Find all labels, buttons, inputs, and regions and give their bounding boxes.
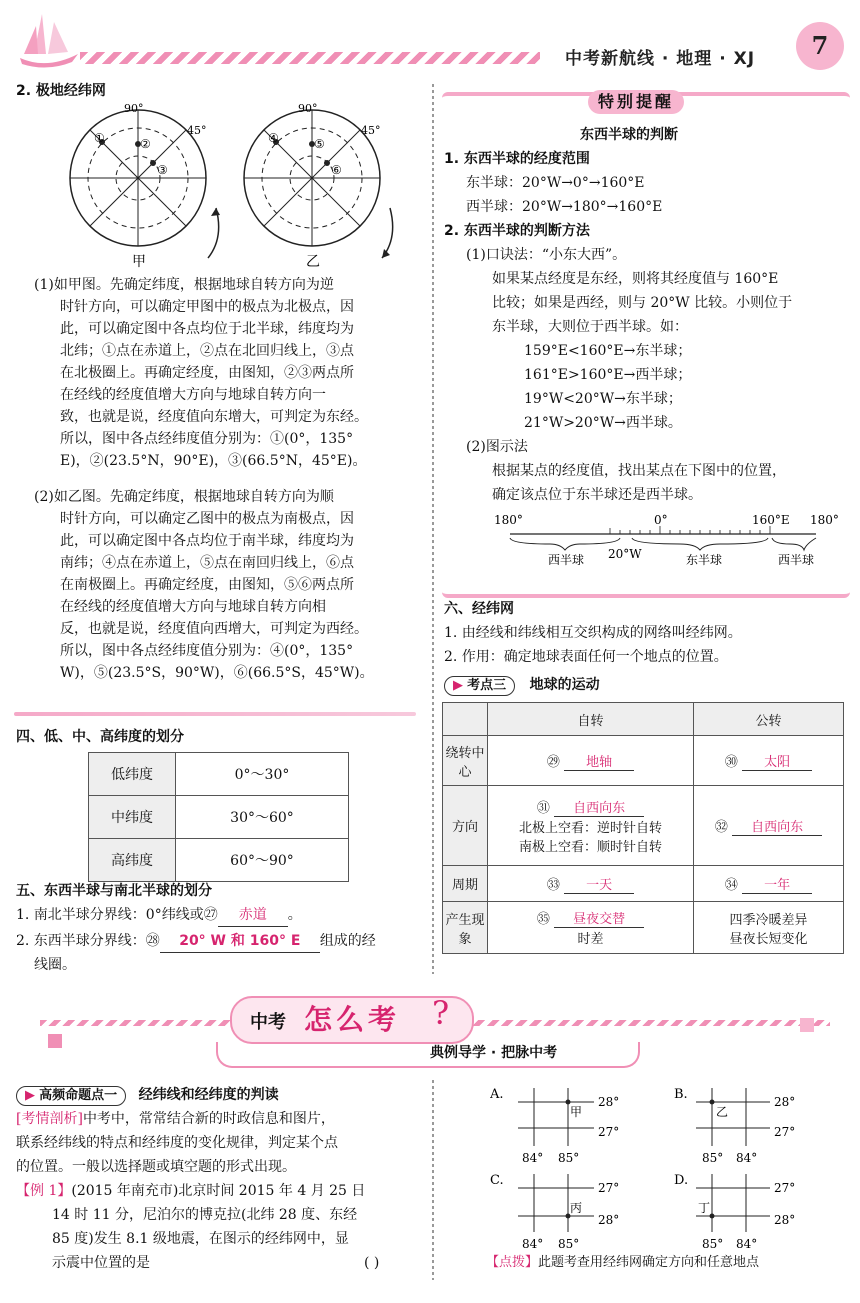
table-cell: ㉟ 昼夜交替 时差 xyxy=(488,902,694,954)
answer-blank: 昼夜交替 xyxy=(554,908,644,928)
s5-item-2: 2. 东西半球分界线：㉘ 20° W 和 160° E 组成的经 xyxy=(16,930,376,953)
tips-subtitle: 东西半球的判断 xyxy=(580,127,678,143)
table-cell: ㉛ 自西向东 北极上空看：逆时针自转 南极上空看：顺时针自转 xyxy=(488,786,694,866)
jia-label: 甲 xyxy=(132,254,146,270)
option-c-lat-top: 27° xyxy=(598,1181,620,1195)
p2-line: 南纬；④点在赤道上，⑤点在南回归线上，⑥点 xyxy=(60,555,354,571)
answer-blank: 一年 xyxy=(742,874,812,894)
section-6-title: 六、经纬网 xyxy=(444,601,514,617)
table-cell: 产生现象 xyxy=(443,902,488,954)
answer-blank: 地轴 xyxy=(564,751,634,771)
option-c-lon-l: 84° xyxy=(522,1237,544,1251)
p1-line: E)，②(23.5°N，90°E)，③(66.5°N，45°E)。 xyxy=(60,453,367,469)
banner-title-box: 中考 怎么考 ? xyxy=(230,996,474,1044)
example-line-3: 85 度)发生 8.1 级地震，在图示的经纬网中，显 xyxy=(52,1231,349,1247)
section-4-title: 四、低、中、高纬度的划分 xyxy=(16,729,184,745)
header-stripe xyxy=(80,52,540,64)
s6-item-2: 2. 作用：确定地球表面任何一个地点的位置。 xyxy=(444,649,728,665)
tips-line: 2. 东西半球的判断方法 xyxy=(444,223,590,239)
tips-line: 确定该点位于东半球还是西半球。 xyxy=(492,487,702,503)
axis-20w: 20°W xyxy=(608,547,642,561)
section-2-title: 2. 极地经纬网 xyxy=(16,83,106,99)
tips-title: 特别提醒 xyxy=(588,90,684,114)
p1-line: 致，也就是说，经度值向东增大，可判定为东经。 xyxy=(60,409,368,425)
tips-line: 西半球：20°W→180°→160°E xyxy=(466,199,663,215)
jia-side-label: 45° xyxy=(187,124,207,137)
option-a-label: A. xyxy=(490,1087,504,1102)
latitude-table xyxy=(88,752,349,882)
table-cell: 低纬度 xyxy=(89,753,176,796)
left-separator xyxy=(14,712,416,716)
table-cell: ㉙ 地轴 xyxy=(488,736,694,786)
option-b-lat-top: 28° xyxy=(774,1095,796,1109)
table-row xyxy=(89,796,349,839)
table-row xyxy=(89,753,349,796)
banner-sub-box xyxy=(216,1042,640,1068)
p2-line: 所以，图中各点经纬度值分别为：④(0°，135° xyxy=(60,643,354,659)
table-row xyxy=(89,839,349,882)
option-a-lon-r: 85° xyxy=(558,1151,580,1165)
yi-label: 乙 xyxy=(306,254,320,270)
analysis-line-2: 联系经纬线的特点和经纬度的变化规律，判定某个点 xyxy=(16,1135,338,1151)
banner-square xyxy=(48,1034,62,1048)
jia-point-1: ① xyxy=(94,131,105,145)
jia-top-label: 90° xyxy=(124,102,144,115)
table-cell: ㉜ 自西向东 xyxy=(694,786,844,866)
p1-line: 在北极圈上。再确定经度，由图知，②③两点所 xyxy=(60,365,354,381)
s5-item-2-line2: 线圈。 xyxy=(34,957,76,973)
p2-line: 反，也就是说，经度值向西增大，可判定为西经。 xyxy=(60,621,368,637)
axis-0: 0° xyxy=(654,513,668,527)
page-header xyxy=(0,0,860,80)
banner-square xyxy=(800,1018,814,1032)
p1-line: 在经线的经度值增大方向与地球自转方向一 xyxy=(60,387,326,403)
option-d-lat-top: 27° xyxy=(774,1181,796,1195)
example-line-4: 示震中位置的是 xyxy=(52,1255,150,1271)
analysis-line-3: 的位置。一般以选择题或填空题的形式出现。 xyxy=(16,1159,296,1175)
polar-grid-diagrams xyxy=(60,100,430,270)
tips-line: 1. 东西半球的经度范围 xyxy=(444,151,590,167)
option-d-mark: 丁 xyxy=(698,1201,711,1215)
table-header: 自转 xyxy=(488,703,694,736)
kaodian-title: 地球的运动 xyxy=(529,677,600,693)
axis-160e: 160°E xyxy=(752,513,790,527)
option-a-lon-l: 84° xyxy=(522,1151,544,1165)
table-cell: 绕转中心 xyxy=(443,736,488,786)
table-cell: 60°～90° xyxy=(176,839,349,882)
option-d-lon-r: 84° xyxy=(736,1237,758,1251)
tips-line: (1)口诀法：“小东大西”。 xyxy=(466,247,627,263)
p2-line: 在经线的经度值增大方向与地球自转方向相 xyxy=(60,599,326,615)
column-divider xyxy=(432,1080,434,1280)
yi-point-4: ④ xyxy=(268,131,279,145)
option-a-lat-bot: 27° xyxy=(598,1125,620,1139)
p1-line: 此，可以确定图中各点均位于北半球，纬度均为 xyxy=(60,321,354,337)
tips-line: (2)图示法 xyxy=(466,439,528,455)
option-c-lon-r: 85° xyxy=(558,1237,580,1251)
table-header: 公转 xyxy=(694,703,844,736)
section-5-title: 五、东西半球与南北半球的划分 xyxy=(16,883,212,899)
section-banner xyxy=(40,990,830,1070)
p2-line: W)，⑤(23.5°S，90°W)，⑥(66.5°S，45°W)。 xyxy=(60,665,374,681)
tips-line: 东半球，大则位于西半球。如： xyxy=(492,319,688,335)
tips-line: 如果某点经度是东经，则将其经度值与 160°E xyxy=(492,271,779,287)
hf-heading xyxy=(16,1084,279,1106)
tips-line: 根据某点的经度值，找出某点在下图中的位置， xyxy=(492,463,786,479)
answer-blank: 自西向东 xyxy=(732,816,822,836)
s6-item-1: 1. 由经线和纬线相互交织构成的网络叫经纬网。 xyxy=(444,625,742,641)
page-number: 7 xyxy=(796,22,844,70)
table-cell: 高纬度 xyxy=(89,839,176,882)
yi-point-5: ⑤ xyxy=(314,137,325,151)
p1-line: 北纬；①点在赤道上，②点在北回归线上，③点 xyxy=(60,343,354,359)
table-cell: 30°～60° xyxy=(176,796,349,839)
p1-line: (1)如甲图。先确定纬度，根据地球自转方向为逆 xyxy=(34,277,334,293)
p2-line: 此，可以确定图中各点均位于南半球，纬度均为 xyxy=(60,533,354,549)
axis-180-right: 180° xyxy=(810,513,839,527)
table-cell: ㉚ 太阳 xyxy=(694,736,844,786)
yi-side-label: 45° xyxy=(361,124,381,137)
answer-blank: 一天 xyxy=(564,874,634,894)
p1-line: 所以，图中各点经纬度值分别为：①(0°，135° xyxy=(60,431,354,447)
hemisphere-axis-diagram xyxy=(490,512,840,572)
jia-point-2: ② xyxy=(140,137,151,151)
header-title: 中考新航线 · 地理 · XJ xyxy=(565,49,756,69)
answer-blank: 20° W 和 160° E xyxy=(160,930,320,953)
p2-line: 时针方向，可以确定乙图中的极点为南极点，因 xyxy=(60,511,354,527)
analysis-line-1: [考情剖析]中考中，常常结合新的时政信息和图片， xyxy=(16,1111,335,1127)
p2-line: 在南极圈上。再确定经度，由图知，⑤⑥两点所 xyxy=(60,577,354,593)
answer-blank: 自西向东 xyxy=(554,797,644,817)
option-b-lat-bot: 27° xyxy=(774,1125,796,1139)
tip-line: 【点拨】此题考查用经纬网确定方向和任意地点 xyxy=(486,1255,760,1270)
option-a-mark: 甲 xyxy=(570,1105,583,1119)
banner-subtitle: 典例导学 · 把脉中考 xyxy=(430,1045,558,1061)
rotation-table xyxy=(442,702,844,954)
table-cell: 中纬度 xyxy=(89,796,176,839)
option-b-lon-r: 84° xyxy=(736,1151,758,1165)
s5-item-1: 1. 南北半球分界线：0°纬线或㉗ 赤道 。 xyxy=(16,904,302,927)
example-line-2: 14 时 11 分，尼泊尔的博克拉(北纬 28 度、东经 xyxy=(52,1207,358,1223)
option-b-mark: 乙 xyxy=(716,1105,729,1119)
example-answer-paren: ( ) xyxy=(364,1255,380,1271)
answer-blank: 太阳 xyxy=(742,751,812,771)
table-cell: 四季冷暖差异 昼夜长短变化 xyxy=(694,902,844,954)
option-b-label: B. xyxy=(674,1087,688,1102)
yi-top-label: 90° xyxy=(298,102,318,115)
tips-line: 21°W>20°W→西半球。 xyxy=(524,415,682,431)
option-grids xyxy=(490,1080,840,1270)
yi-point-6: ⑥ xyxy=(331,163,342,177)
column-divider xyxy=(432,84,434,974)
kaodian-tag: ▶ 考点三 xyxy=(444,676,515,696)
tips-line: 161°E>160°E→西半球； xyxy=(524,367,692,383)
option-c-label: C. xyxy=(490,1173,504,1188)
option-d-lon-l: 85° xyxy=(702,1237,724,1251)
table-cell: 方向 xyxy=(443,786,488,866)
kaodian-heading xyxy=(444,674,600,696)
axis-west-2: 西半球 xyxy=(778,553,815,567)
option-d-lat-bot: 28° xyxy=(774,1213,796,1227)
option-b-lon-l: 85° xyxy=(702,1151,724,1165)
table-cell: ㉝ 一天 xyxy=(488,866,694,902)
table-cell: 周期 xyxy=(443,866,488,902)
option-d-label: D. xyxy=(674,1173,689,1188)
hf-title: 经纬线和经纬度的判读 xyxy=(138,1087,279,1103)
p2-line: (2)如乙图。先确定纬度，根据地球自转方向为顺 xyxy=(34,489,334,505)
tips-line: 东半球：20°W→0°→160°E xyxy=(466,175,645,191)
axis-east: 东半球 xyxy=(686,553,723,567)
sailboat-logo-icon xyxy=(12,8,82,68)
axis-180-left: 180° xyxy=(494,513,523,527)
tips-line: 比较；如果是西经，则与 20°W 比较。小则位于 xyxy=(492,295,793,311)
table-row xyxy=(443,703,844,736)
axis-west-1: 西半球 xyxy=(548,553,585,567)
tips-line: 19°W<20°W→东半球； xyxy=(524,391,682,407)
table-row xyxy=(443,786,844,866)
tips-line: 159°E<160°E→东半球； xyxy=(524,343,692,359)
option-c-mark: 丙 xyxy=(570,1201,583,1215)
table-row xyxy=(443,902,844,954)
option-c-lat-bot: 28° xyxy=(598,1213,620,1227)
answer-blank: 赤道 xyxy=(218,904,288,927)
jia-point-3: ③ xyxy=(157,163,168,177)
table-cell: ㉞ 一年 xyxy=(694,866,844,902)
option-a-lat-top: 28° xyxy=(598,1095,620,1109)
example-line-1: 【例 1】(2015 年南充市)北京时间 2015 年 4 月 25 日 xyxy=(16,1183,366,1199)
table-row xyxy=(443,866,844,902)
table-cell: 0°～30° xyxy=(176,753,349,796)
table-row xyxy=(443,736,844,786)
hf-tag: ▶ 高频命题点一 xyxy=(16,1086,126,1106)
p1-line: 时针方向，可以确定甲图中的极点为北极点，因 xyxy=(60,299,354,315)
